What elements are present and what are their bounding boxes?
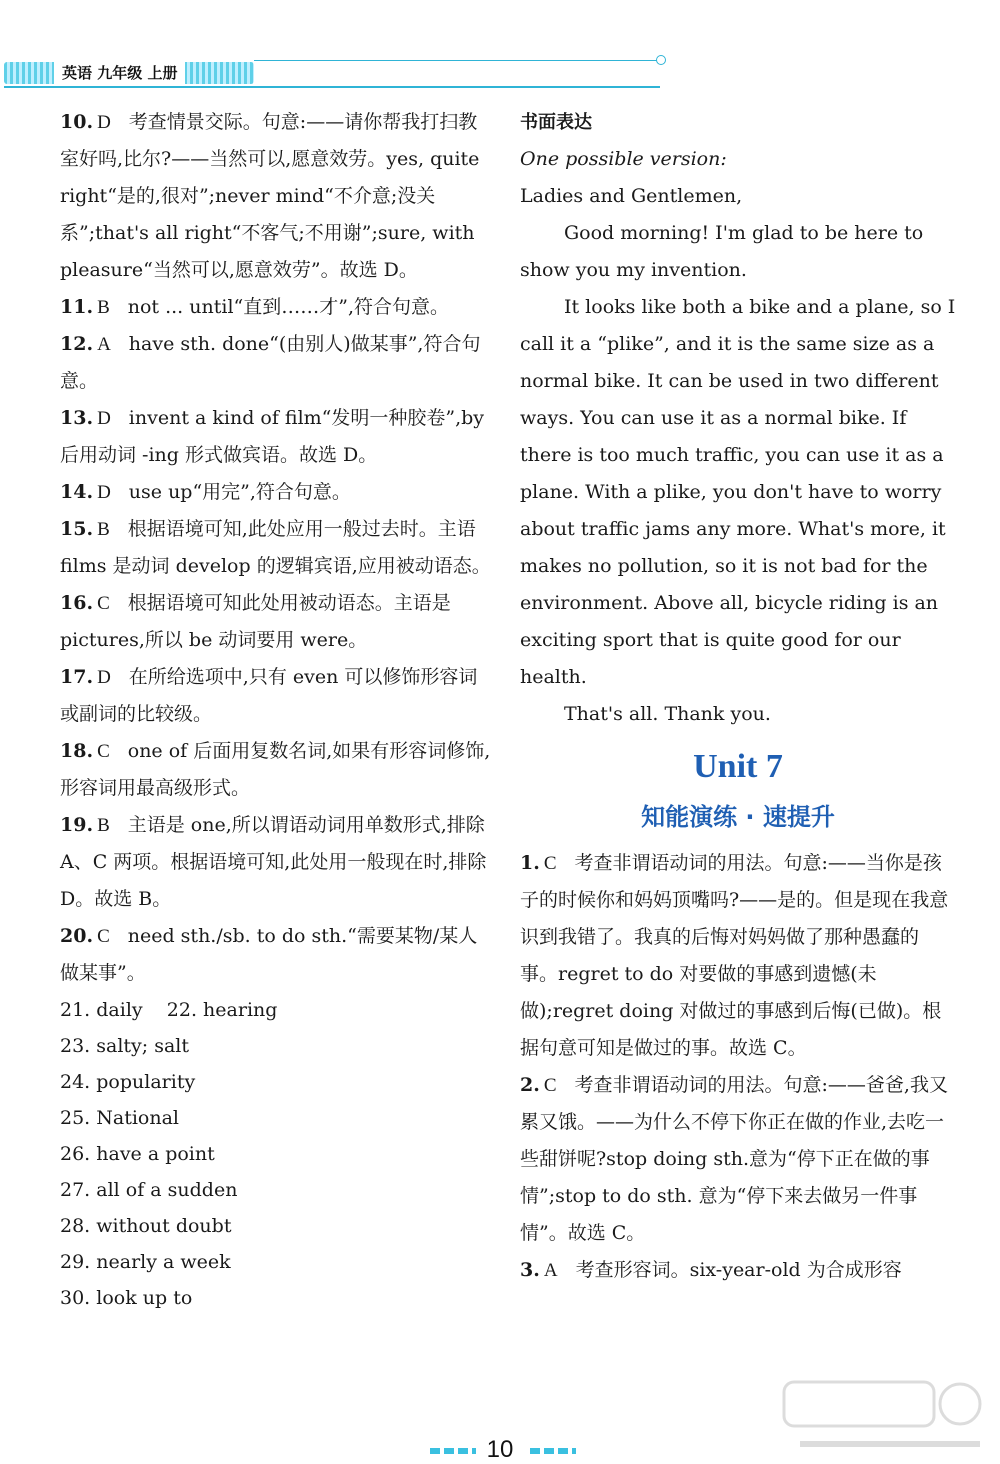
- item-answer: A: [97, 334, 111, 355]
- item-answer: D: [97, 408, 111, 429]
- answer-item: [520, 845, 956, 1067]
- item-number: 13.: [60, 407, 94, 429]
- item-answer: D: [97, 482, 111, 503]
- item-explanation: 考查非谓语动词的用法。句意:——当你是孩子的时候你和妈妈顶嘴吗?——是的。但是现在我意识到我错了。我真的后悔对妈妈做了那种愚蠢的事。regret to do 对要做的事感到遗憾(未做);regret doing 对做过的事感到后悔(已做)。根据句意可知是做过的事。故选 C。: [520, 852, 949, 1059]
- page-header: [0, 48, 680, 92]
- item-number: 11.: [60, 296, 94, 318]
- item-answer: C: [97, 741, 110, 762]
- short-answer-line: 23. salty; salt: [60, 1035, 190, 1057]
- item-number: 19.: [60, 814, 94, 836]
- item-explanation: 在所给选项中,只有 even 可以修饰形容词或副词的比较级。: [60, 666, 478, 725]
- answer-item: [60, 326, 492, 400]
- answer-item: [60, 289, 492, 326]
- item-number: 1.: [520, 852, 540, 874]
- answer-list-right: [520, 845, 956, 1289]
- item-explanation: 考查非谓语动词的用法。句意:——爸爸,我又累又饿。——为什么不停下你正在做的作业,去吃一些甜饼呢?stop doing sth.意为“停下正在做的事情”;stop to do sth. 意为“停下来去做另一件事情”。故选 C。: [520, 1074, 948, 1244]
- item-number: 15.: [60, 518, 94, 540]
- answer-item: [520, 1067, 956, 1252]
- item-answer: B: [97, 297, 110, 318]
- item-explanation: 根据语境可知,此处应用一般过去时。主语 films 是动词 develop 的逻辑宾语,应用被动语态。: [60, 518, 491, 577]
- item-number: 12.: [60, 333, 94, 355]
- writing-section-title: 书面表达: [520, 112, 592, 133]
- item-answer: C: [543, 1075, 557, 1096]
- item-explanation: use up“用完”,符合句意。: [128, 481, 351, 503]
- item-number: 2.: [520, 1074, 540, 1096]
- header-rule: [4, 86, 660, 88]
- item-answer: D: [97, 112, 111, 133]
- writing-paragraph-1: Good morning! I'm glad to be here to show you my invention.: [520, 222, 924, 281]
- left-column: [60, 104, 492, 1316]
- answer-item: [60, 474, 492, 511]
- answer-item: [60, 659, 492, 733]
- item-answer: C: [543, 853, 557, 874]
- writing-greeting: Ladies and Gentlemen,: [520, 185, 743, 207]
- item-answer: B: [97, 815, 110, 836]
- watermark-logo: [780, 1378, 990, 1458]
- item-number: 14.: [60, 481, 94, 503]
- item-explanation: not ... until“直到……才”,符合句意。: [127, 296, 449, 318]
- item-explanation: one of 后面用复数名词,如果有形容词修饰,形容词用最高级形式。: [60, 740, 491, 799]
- answer-item: [520, 1252, 956, 1289]
- short-answer-line: 29. nearly a week: [60, 1251, 231, 1273]
- item-explanation: 考查形容词。six-year-old 为合成形容: [575, 1259, 902, 1281]
- item-explanation: 主语是 one,所以谓语动词用单数形式,排除 A、C 两项。根据语境可知,此处用一般现在时,排除 D。故选 B。: [60, 814, 487, 910]
- item-answer: B: [97, 519, 110, 540]
- item-number: 20.: [60, 925, 94, 947]
- header-circle-icon: [656, 55, 666, 65]
- footer-decor-right: [530, 1448, 576, 1454]
- answer-item: [60, 104, 492, 289]
- short-answer-line: 28. without doubt: [60, 1215, 232, 1237]
- writing-version-label: One possible version:: [520, 148, 727, 170]
- short-answer-line: 27. all of a sudden: [60, 1179, 238, 1201]
- unit-title: Unit 7: [693, 748, 783, 785]
- writing-paragraph-3: That's all. Thank you.: [564, 703, 771, 725]
- short-answer-list: [60, 992, 492, 1316]
- header-top-rule: [254, 60, 660, 61]
- short-answer-line: 30. look up to: [60, 1287, 193, 1309]
- answer-item: [60, 733, 492, 807]
- item-number: 3.: [520, 1259, 540, 1281]
- short-answer-line: 25. National: [60, 1107, 180, 1129]
- item-explanation: 根据语境可知此处用被动语态。主语是 pictures,所以 be 动词要用 were。: [60, 592, 451, 651]
- answer-item: [60, 511, 492, 585]
- item-number: 18.: [60, 740, 94, 762]
- item-answer: C: [97, 593, 110, 614]
- answer-item: [60, 585, 492, 659]
- item-number: 10.: [60, 111, 94, 133]
- item-answer: C: [97, 926, 110, 947]
- item-number: 16.: [60, 592, 94, 614]
- short-answer-line: 26. have a point: [60, 1143, 215, 1165]
- item-explanation: 考查情景交际。句意:——请你帮我打扫教室好吗,比尔?——当然可以,愿意效劳。yes, quite right“是的,很对”;never mind“不介意;没关系”;that's all right“不客气;不用谢”;sure, with pleasure“当然可以,愿意效劳”。故选 D。: [60, 111, 480, 281]
- page-number: 10: [486, 1436, 514, 1463]
- unit-subtitle: 知能演练 · 速提升: [641, 803, 835, 831]
- item-answer: D: [97, 667, 111, 688]
- item-explanation: have sth. done“(由别人)做某事”,符合句意。: [60, 333, 481, 392]
- item-answer: A: [543, 1260, 558, 1281]
- answer-item: [60, 400, 492, 474]
- book-title: 英语 九年级 上册: [54, 62, 185, 84]
- answer-list-left: [60, 104, 492, 992]
- right-column: [520, 104, 956, 1289]
- short-answer-line: 21. daily 22. hearing: [60, 999, 278, 1021]
- answer-item: [60, 918, 492, 992]
- writing-paragraph-2: It looks like both a bike and a plane, so I call it a “plike”, and it is the same size as a normal bike. It can be used in two different ways. You can use it as a normal bike. If there is too much traffic, you can use it as a plane. With a plike, you don't have to worry about traffic jams any more. What's more, it makes no pollution, so it is not bad for the environment. Above all, bicycle riding is an exciting sport that is quite good for our health.: [520, 296, 956, 688]
- footer-decor-left: [430, 1448, 476, 1454]
- item-explanation: need sth./sb. to do sth.“需要某物/某人做某事”。: [60, 925, 478, 984]
- item-explanation: invent a kind of film“发明一种胶卷”,by 后用动词 -ing 形式做宾语。故选 D。: [60, 407, 485, 466]
- item-number: 17.: [60, 666, 94, 688]
- answer-item: [60, 807, 492, 918]
- short-answer-line: 24. popularity: [60, 1071, 196, 1093]
